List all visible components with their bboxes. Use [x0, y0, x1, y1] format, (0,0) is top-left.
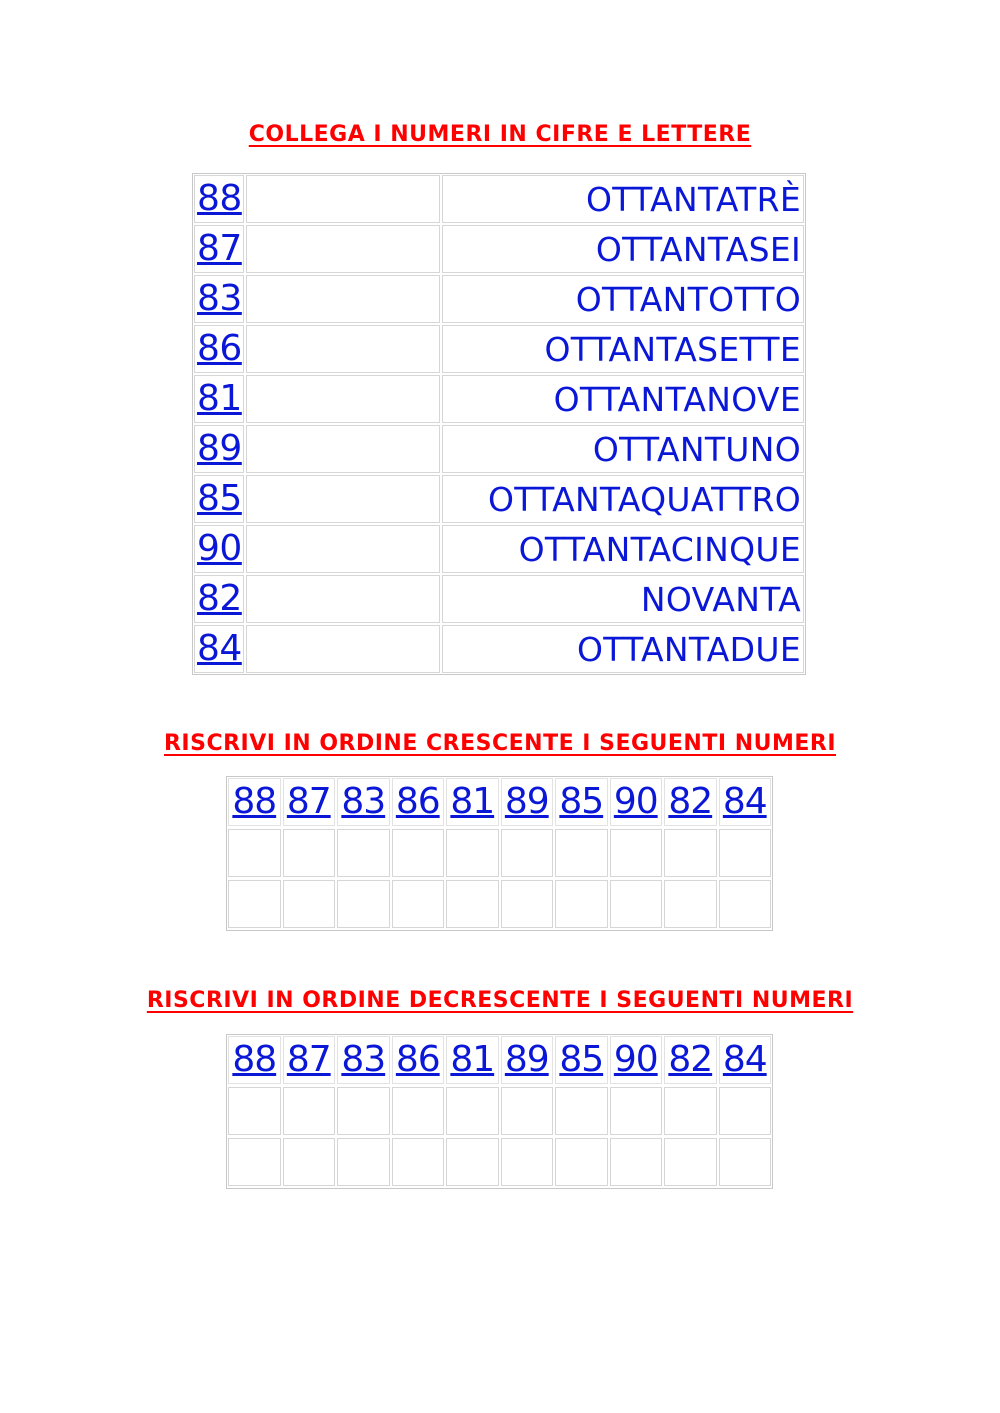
- grid-number-cell: [555, 778, 608, 826]
- answer-blank-cell[interactable]: [246, 175, 440, 223]
- number-link[interactable]: 90: [197, 528, 242, 569]
- grid-answer-cell[interactable]: [337, 880, 390, 928]
- answer-blank-cell[interactable]: [246, 575, 440, 623]
- match-row: [193, 274, 805, 324]
- grid-number-link[interactable]: 90: [613, 1039, 658, 1080]
- match-row: [193, 224, 805, 274]
- grid-number-link[interactable]: 85: [559, 781, 604, 822]
- grid-answer-cell[interactable]: [555, 829, 608, 877]
- number-cell: [194, 275, 244, 323]
- number-word: OTTANTOTTO: [575, 279, 801, 319]
- match-row: [193, 574, 805, 624]
- number-word: OTTANTAQUATTRO: [488, 479, 801, 519]
- grid-number-cell: [501, 1036, 554, 1084]
- grid-number-link[interactable]: 89: [504, 1039, 549, 1080]
- number-cell: [194, 575, 244, 623]
- grid-number-link[interactable]: 87: [286, 1039, 331, 1080]
- grid-number-cell: [446, 778, 499, 826]
- number-cell: [194, 325, 244, 373]
- grid-answer-cell[interactable]: [555, 1087, 608, 1135]
- number-word: OTTANTUNO: [592, 429, 801, 469]
- number-cell: [194, 475, 244, 523]
- grid-answer-cell[interactable]: [610, 880, 663, 928]
- grid-answer-cell[interactable]: [337, 1087, 390, 1135]
- grid-number-link[interactable]: 86: [395, 1039, 440, 1080]
- number-word: OTTANTASEI: [595, 229, 801, 269]
- number-cell: [194, 525, 244, 573]
- answer-blank-cell[interactable]: [246, 525, 440, 573]
- number-word: NOVANTA: [640, 579, 801, 619]
- grid-answer-cell[interactable]: [283, 1138, 336, 1186]
- grid-answer-cell[interactable]: [610, 1138, 663, 1186]
- grid-number-link[interactable]: 89: [504, 781, 549, 822]
- number-link[interactable]: 88: [197, 178, 242, 219]
- heading-descending-order: RISCRIVI IN ORDINE DECRESCENTE I SEGUENTI NUMERI: [146, 988, 854, 1013]
- grid-number-link[interactable]: 88: [232, 781, 277, 822]
- grid-answer-row: [227, 1087, 772, 1137]
- grid-number-link[interactable]: 83: [341, 1039, 386, 1080]
- grid-answer-cell[interactable]: [446, 1087, 499, 1135]
- grid-answer-cell[interactable]: [228, 1087, 281, 1135]
- grid-answer-cell[interactable]: [392, 1138, 445, 1186]
- number-link[interactable]: 84: [197, 628, 242, 669]
- grid-number-link[interactable]: 81: [450, 1039, 495, 1080]
- match-row: [193, 524, 805, 574]
- grid-answer-cell[interactable]: [719, 1138, 772, 1186]
- number-word: OTTANTASETTE: [544, 329, 801, 369]
- grid-answer-cell[interactable]: [501, 1087, 554, 1135]
- word-cell: [442, 175, 804, 223]
- number-cell: [194, 425, 244, 473]
- grid-number-link[interactable]: 86: [395, 781, 440, 822]
- number-link[interactable]: 87: [197, 228, 242, 269]
- descending-order-grid: [226, 1034, 773, 1189]
- number-link[interactable]: 86: [197, 328, 242, 369]
- grid-number-cell: [228, 778, 281, 826]
- grid-answer-cell[interactable]: [501, 829, 554, 877]
- grid-number-link[interactable]: 85: [559, 1039, 604, 1080]
- grid-number-cell: [501, 778, 554, 826]
- grid-number-cell: [664, 1036, 717, 1084]
- grid-number-link[interactable]: 82: [668, 1039, 713, 1080]
- grid-number-cell: [555, 1036, 608, 1084]
- word-cell: [442, 425, 804, 473]
- number-link[interactable]: 89: [197, 428, 242, 469]
- answer-blank-cell[interactable]: [246, 425, 440, 473]
- number-word: OTTANTACINQUE: [518, 529, 801, 569]
- word-cell: [442, 475, 804, 523]
- grid-answer-cell[interactable]: [664, 1138, 717, 1186]
- word-cell: [442, 625, 804, 673]
- grid-answer-row: [227, 829, 772, 879]
- grid-number-cell: [664, 778, 717, 826]
- grid-number-cell: [392, 778, 445, 826]
- grid-answer-cell[interactable]: [337, 1138, 390, 1186]
- grid-number-cell: [283, 778, 336, 826]
- grid-number-cell: [337, 1036, 390, 1084]
- grid-number-cell: [610, 1036, 663, 1084]
- grid-number-cell: [719, 1036, 772, 1084]
- grid-answer-cell[interactable]: [446, 829, 499, 877]
- match-row: [193, 374, 805, 424]
- grid-answer-cell[interactable]: [664, 1087, 717, 1135]
- grid-number-link[interactable]: 84: [722, 1039, 767, 1080]
- word-cell: [442, 575, 804, 623]
- grid-answer-cell[interactable]: [283, 880, 336, 928]
- grid-answer-cell[interactable]: [664, 829, 717, 877]
- grid-number-link[interactable]: 87: [286, 781, 331, 822]
- match-row: [193, 324, 805, 374]
- grid-answer-cell[interactable]: [228, 829, 281, 877]
- grid-answer-cell[interactable]: [719, 880, 772, 928]
- grid-answer-cell[interactable]: [337, 829, 390, 877]
- grid-answer-cell[interactable]: [610, 829, 663, 877]
- word-cell: [442, 525, 804, 573]
- grid-number-link[interactable]: 81: [450, 781, 495, 822]
- grid-answer-cell[interactable]: [392, 1087, 445, 1135]
- number-cell: [194, 625, 244, 673]
- match-row: [193, 624, 805, 674]
- grid-number-row: [227, 778, 772, 828]
- heading-match-numbers: COLLEGA I NUMERI IN CIFRE E LETTERE: [248, 122, 752, 147]
- grid-number-link[interactable]: 82: [668, 781, 713, 822]
- word-cell: [442, 325, 804, 373]
- number-link[interactable]: 81: [197, 378, 242, 419]
- grid-answer-cell[interactable]: [501, 880, 554, 928]
- match-table: [192, 173, 806, 675]
- word-cell: [442, 375, 804, 423]
- grid-answer-cell[interactable]: [719, 1087, 772, 1135]
- word-cell: [442, 225, 804, 273]
- match-row: [193, 174, 805, 224]
- number-word: OTTANTATRÈ: [586, 179, 801, 219]
- grid-number-link[interactable]: 88: [232, 1039, 277, 1080]
- answer-blank-cell[interactable]: [246, 325, 440, 373]
- grid-answer-cell[interactable]: [664, 880, 717, 928]
- number-cell: [194, 175, 244, 223]
- grid-answer-cell[interactable]: [392, 880, 445, 928]
- grid-number-link[interactable]: 83: [341, 781, 386, 822]
- grid-number-cell: [610, 778, 663, 826]
- grid-answer-cell[interactable]: [228, 880, 281, 928]
- grid-number-cell: [719, 778, 772, 826]
- grid-answer-cell[interactable]: [228, 1138, 281, 1186]
- grid-number-cell: [337, 778, 390, 826]
- grid-answer-cell[interactable]: [283, 829, 336, 877]
- number-link[interactable]: 85: [197, 478, 242, 519]
- number-link[interactable]: 83: [197, 278, 242, 319]
- grid-answer-cell[interactable]: [446, 1138, 499, 1186]
- answer-blank-cell[interactable]: [246, 225, 440, 273]
- grid-number-cell: [392, 1036, 445, 1084]
- number-word: OTTANTANOVE: [553, 379, 801, 419]
- match-row: [193, 474, 805, 524]
- answer-blank-cell[interactable]: [246, 275, 440, 323]
- number-link[interactable]: 82: [197, 578, 242, 619]
- answer-blank-cell[interactable]: [246, 375, 440, 423]
- grid-answer-row: [227, 1138, 772, 1188]
- grid-answer-cell[interactable]: [283, 1087, 336, 1135]
- grid-number-cell: [283, 1036, 336, 1084]
- grid-answer-cell[interactable]: [555, 880, 608, 928]
- grid-answer-cell[interactable]: [446, 880, 499, 928]
- grid-number-link[interactable]: 90: [613, 781, 658, 822]
- grid-answer-cell[interactable]: [392, 829, 445, 877]
- grid-number-link[interactable]: 84: [722, 781, 767, 822]
- match-row: [193, 424, 805, 474]
- grid-answer-cell[interactable]: [501, 1138, 554, 1186]
- grid-number-row: [227, 1036, 772, 1086]
- heading-ascending-order: RISCRIVI IN ORDINE CRESCENTE I SEGUENTI NUMERI: [163, 731, 837, 756]
- grid-answer-cell[interactable]: [719, 829, 772, 877]
- word-cell: [442, 275, 804, 323]
- grid-number-cell: [446, 1036, 499, 1084]
- ascending-order-grid: [226, 776, 773, 931]
- grid-answer-cell[interactable]: [610, 1087, 663, 1135]
- grid-answer-cell[interactable]: [555, 1138, 608, 1186]
- number-cell: [194, 375, 244, 423]
- number-cell: [194, 225, 244, 273]
- grid-number-cell: [228, 1036, 281, 1084]
- answer-blank-cell[interactable]: [246, 625, 440, 673]
- answer-blank-cell[interactable]: [246, 475, 440, 523]
- grid-answer-row: [227, 880, 772, 930]
- number-word: OTTANTADUE: [577, 629, 801, 669]
